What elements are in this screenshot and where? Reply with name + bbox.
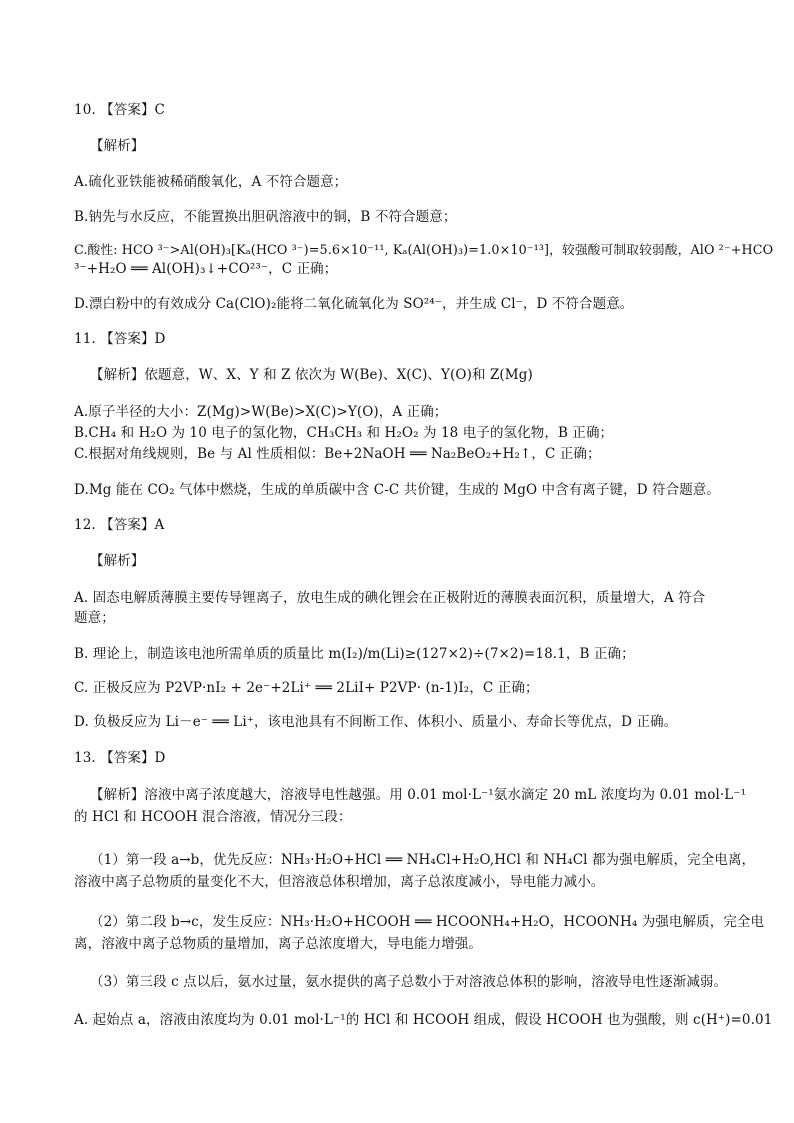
q12-option-c: C. 正极反应为 P2VP·nI₂ + 2e⁻+2Li⁺ ══ 2LiI+ P2VP· (n-1)I₂，C 正确； <box>74 680 539 696</box>
q13-analysis-line2: 的 HCl 和 HCOOH 混合溶液，情况分三段： <box>74 809 352 825</box>
q11-option-b: B.CH₄ 和 H₂O 为 10 电子的氢化物，CH₃CH₃ 和 H₂O₂ 为 18 电子的氢化物，B 正确； <box>74 425 614 441</box>
q12-option-b: B. 理论上，制造该电池所需单质的质量比 m(I₂)/m(Li)≥(127×2)÷(7×2)=18.1，B 正确； <box>74 646 635 662</box>
q11-option-c: C.根据对角线规则，Be 与 Al 性质相似：Be+2NaOH ══ Na₂BeO₂+H₂↑，C 正确； <box>74 446 601 462</box>
q10-option-a: A.硫化亚铁能被稀硝酸氧化，A 不符合题意； <box>74 174 348 190</box>
q12-option-a-line1: A. 固态电解质薄膜主要传导锂离子，放电生成的碘化锂会在正极附近的薄膜表面沉积，质量增大，A 符合 <box>74 590 706 606</box>
q13-stage3: （3）第三段 c 点以后，氨水过量，氨水提供的离子总数小于对溶液总体积的影响，溶液导电性逐渐减弱。 <box>90 974 728 990</box>
q11-option-d: D.Mg 能在 CO₂ 气体中燃烧，生成的单质碳中含 C-C 共价键，生成的 MgO 中含有离子键，D 符合题意。 <box>74 482 721 498</box>
q13-stage1-line1: （1）第一段 a→b，优先反应：NH₃·H₂O+HCl ══ NH₄Cl+H₂O,HCl 和 NH₄Cl 都为强电解质，完全电离， <box>90 852 756 868</box>
q10-heading: 10. 【答案】C <box>74 102 165 118</box>
q13-stage2-line1: （2）第二段 b→c，发生反应：NH₃·H₂O+HCOOH ══ HCOONH₄+H₂O，HCOONH₄ 为强电解质，完全电 <box>90 914 765 930</box>
q10-analysis-label: 【解析】 <box>90 138 145 154</box>
q10-option-d: D.漂白粉中的有效成分 Ca(ClO)₂能将二氧化硫氧化为 SO²⁴⁻，并生成 Cl⁻，D 不符合题意。 <box>74 296 634 312</box>
q13-analysis-line1: 【解析】溶液中离子浓度越大，溶液导电性越强。用 0.01 mol·L⁻¹氨水滴定 20 mL 浓度均为 0.01 mol·L⁻¹ <box>90 787 747 803</box>
q12-option-a-line2: 题意； <box>74 610 115 626</box>
q13-heading: 13. 【答案】D <box>74 750 166 766</box>
q13-option-a: A. 起始点 a，溶液由浓度均为 0.01 mol·L⁻¹的 HCl 和 HCOOH 组成，假设 HCOOH 也为强酸，则 c(H⁺)=0.01 <box>74 1012 773 1028</box>
q10-option-c-line1: C.酸性: HCO ³⁻>Al(OH)₃[Kₐ(HCO ³⁻)=5.6×10⁻¹¹, Kₐ(Al(OH)₃)=1.0×10⁻¹³]，较强酸可制取较弱酸，AlO ²⁻+HCO <box>74 243 774 258</box>
q13-stage2-line2: 离，溶液中离子总物质的量增加，离子总浓度增大，导电能力增强。 <box>74 936 482 952</box>
q10-option-b: B.钠先与水反应，不能置换出胆矾溶液中的铜，B 不符合题意； <box>74 209 457 225</box>
q11-heading: 11. 【答案】D <box>74 331 166 347</box>
q11-option-a: A.原子半径的大小：Z(Mg)>W(Be)>X(C)>Y(O)，A 正确； <box>74 404 448 420</box>
q13-stage1-line2: 溶液中离子总物质的量变化不大，但溶液总体积增加，离子总浓度减小，导电能力减小。 <box>74 874 605 890</box>
q12-option-d: D. 负极反应为 Li－e⁻ ══ Li⁺，该电池具有不间断工作、体积小、质量小、寿命长等优点，D 正确。 <box>74 714 678 730</box>
q10-option-c-line2: ³⁻+H₂O ══ Al(OH)₃↓+CO²³⁻，C 正确； <box>74 261 338 277</box>
q12-heading: 12. 【答案】A <box>74 517 165 533</box>
q12-analysis-label: 【解析】 <box>90 553 145 569</box>
q11-analysis: 【解析】依题意，W、X、Y 和 Z 依次为 W(Be)、X(C)、Y(O)和 Z(Mg) <box>90 367 533 383</box>
